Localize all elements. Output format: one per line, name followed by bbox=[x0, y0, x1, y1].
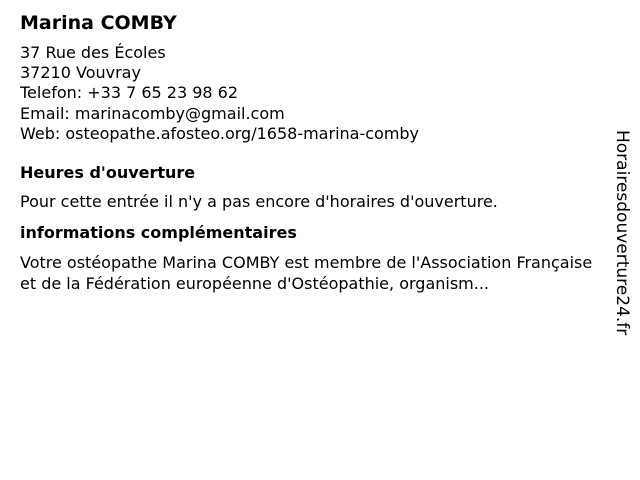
listing-name: Marina COMBY bbox=[20, 12, 177, 34]
site-brand-label: Horairesdouverture24.fr bbox=[612, 130, 632, 336]
phone-line: Telefon: +33 7 65 23 98 62 bbox=[20, 83, 239, 103]
email-line: Email: marinacomby@gmail.com bbox=[20, 103, 285, 123]
web-line: Web: osteopathe.afosteo.org/1658-marina-comby bbox=[20, 123, 420, 143]
listing-card bbox=[20, 10, 595, 294]
opening-hours-heading: Heures d'ouverture bbox=[20, 163, 196, 183]
address-city: 37210 Vouvray bbox=[20, 63, 141, 83]
opening-hours-text: Pour cette entrée il n'y a pas encore d'horaires d'ouverture. bbox=[20, 192, 498, 212]
additional-info-heading: informations complémentaires bbox=[20, 223, 297, 243]
address-street: 37 Rue des Écoles bbox=[20, 43, 166, 62]
additional-info-text: Votre ostéopathe Marina COMBY est membre de l'Association Française et de la Fédération européenne d'Ostéopathie, organism... bbox=[20, 253, 593, 294]
